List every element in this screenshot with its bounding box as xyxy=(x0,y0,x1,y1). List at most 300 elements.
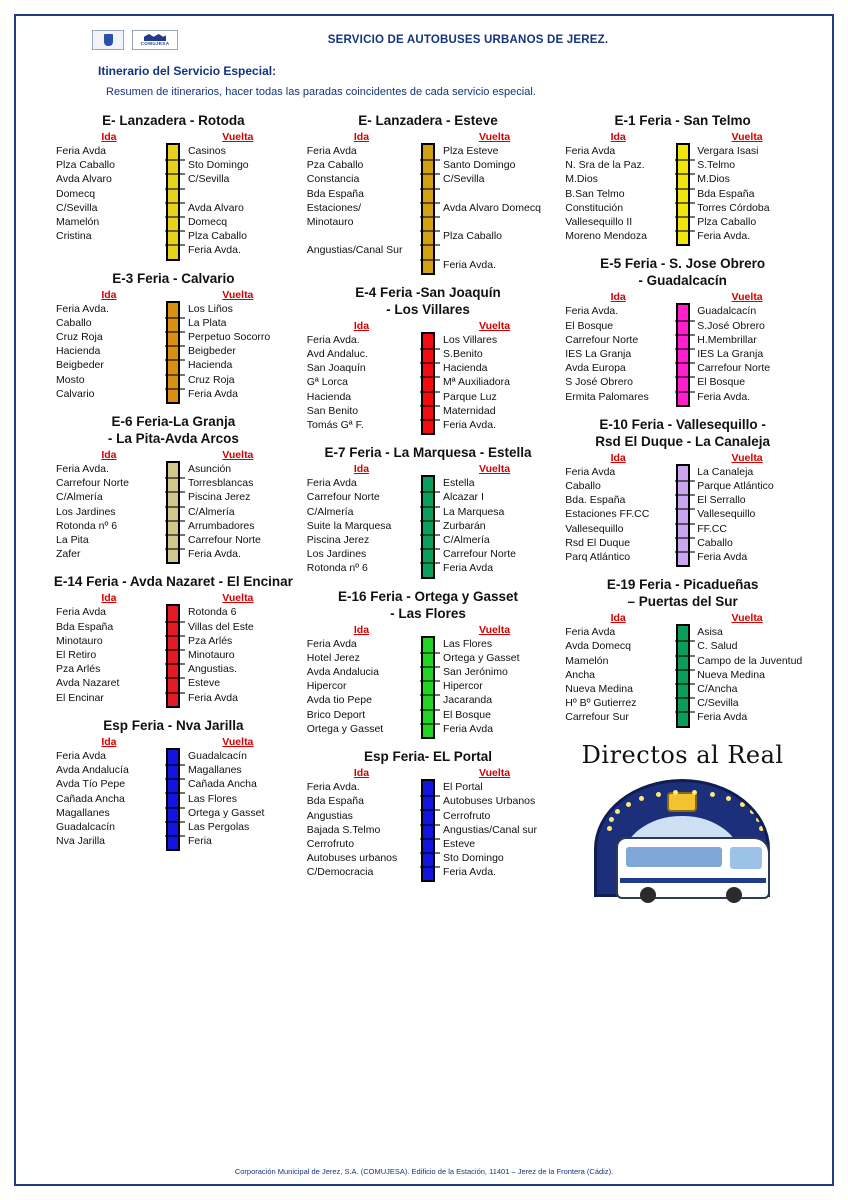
stop-item: Mª Auxiliadora xyxy=(443,376,510,389)
route-line-graphic xyxy=(165,604,181,707)
route-block xyxy=(299,284,557,432)
route-title: E-3 Feria - Calvario xyxy=(112,270,235,286)
stop-item: Feria Avda. xyxy=(443,866,496,879)
stop-item: C/Almería xyxy=(187,505,235,518)
route-title: Esp Feria - Nva Jarilla xyxy=(103,717,244,733)
header-ida: Ida xyxy=(353,463,370,476)
route-line-graphic xyxy=(675,624,691,727)
header-vuelta: Vuelta xyxy=(479,463,511,476)
stop-item: Plza Caballo xyxy=(56,159,115,172)
stop-item: El Portal xyxy=(443,781,483,794)
stop-item: Carrefour Norte xyxy=(565,333,639,346)
stop-item: Campo de la Juventud xyxy=(697,654,803,667)
header-vuelta: Vuelta xyxy=(479,131,511,143)
direction-headers xyxy=(48,131,299,143)
route-line-graphic xyxy=(165,748,181,851)
stop-item: Caballo xyxy=(565,480,601,493)
stop-item: Hacienda xyxy=(443,362,488,375)
stop-item: Parque Atlántico xyxy=(697,480,774,493)
stop-item: IES La Granja xyxy=(565,348,632,361)
stop-item: Feria Avda. xyxy=(697,390,751,403)
stop-item: Feria Avda xyxy=(306,477,357,490)
stop-item: Avda Domecq xyxy=(565,640,632,653)
stop-item: El Serrallo xyxy=(697,494,746,507)
stop-item: Feria Avda xyxy=(697,711,748,724)
header-vuelta: Vuelta xyxy=(479,319,511,332)
stop-item: Avda Andalucía xyxy=(56,764,129,777)
stop-item: S.Benito xyxy=(443,348,483,361)
stop-item: Cristina xyxy=(56,230,92,243)
stop-item: Moreno Mendoza xyxy=(565,230,647,243)
stop-item: Estella xyxy=(443,477,475,490)
stop-item: Plza Caballo xyxy=(187,230,247,243)
route-line-graphic xyxy=(165,461,181,564)
stop-item: Esteve xyxy=(187,677,221,690)
stops-vuelta xyxy=(172,302,295,401)
stops-vuelta xyxy=(681,465,804,564)
stop-item: Hipercor xyxy=(306,680,347,693)
stop-item: Plza Caballo xyxy=(697,216,757,229)
stop-item: San Joaquín xyxy=(306,362,366,375)
direction-headers xyxy=(557,131,808,143)
stop-item: Vallesequillo II xyxy=(565,216,633,229)
stops-ida xyxy=(52,302,163,401)
route-line-graphic xyxy=(675,303,691,406)
stop-item: Asunción xyxy=(187,463,232,476)
stop-item: Los Jardines xyxy=(56,505,116,518)
stop-item: Beigbeder xyxy=(187,345,236,358)
stop-item: C/Sevilla xyxy=(56,201,98,214)
header-vuelta: Vuelta xyxy=(731,131,763,143)
stops-ida xyxy=(52,144,163,258)
stops-lists xyxy=(48,748,299,848)
stop-item: Feria xyxy=(187,835,212,848)
direction-headers xyxy=(48,736,299,748)
stop-item: Minotauro xyxy=(306,216,354,229)
route-block xyxy=(48,112,299,258)
stop-item: Piscina Jerez xyxy=(306,534,370,547)
direction-headers xyxy=(557,612,808,624)
stop-item: C. Salud xyxy=(697,640,738,653)
stop-item: Feria Avda. xyxy=(306,333,360,346)
header-ida: Ida xyxy=(353,131,370,143)
stop-item: C/Sevilla xyxy=(187,173,230,186)
jerez-shield-icon xyxy=(92,30,124,50)
stop-item: Sto Domingo xyxy=(187,159,249,172)
stop-item: Los Jardines xyxy=(306,548,367,561)
stops-lists xyxy=(48,604,299,704)
direction-headers xyxy=(48,289,299,301)
stop-item: Feria Avda xyxy=(56,749,107,762)
stop-item: Las Flores xyxy=(187,792,237,805)
stop-item: Ortega y Gasset xyxy=(306,722,384,735)
stops-vuelta xyxy=(681,144,804,243)
stop-item: Tomás Gª F. xyxy=(306,419,364,432)
stop-item: FF.CC xyxy=(697,522,727,535)
header-vuelta: Vuelta xyxy=(222,735,254,748)
subtitle-note: Resumen de itinerarios, hacer todas las paradas coincidentes de cada servicio especial. xyxy=(106,86,536,98)
stop-item: El Bosque xyxy=(697,376,746,389)
stop-item: Magallanes xyxy=(187,764,242,777)
stop-item: Feria Avda xyxy=(443,562,494,575)
stop-item: Domecq xyxy=(56,187,96,200)
stop-item: Avda Alvaro Domecq xyxy=(443,201,541,214)
header-ida: Ida xyxy=(353,319,370,332)
stop-item: Torresblancas xyxy=(187,477,254,490)
stop-item: S José Obrero xyxy=(565,376,633,389)
route-line-graphic xyxy=(420,779,436,882)
stop-item: La Pita xyxy=(56,534,89,547)
stops-ida xyxy=(303,476,417,575)
stop-item: Avda tio Pepe xyxy=(306,694,372,707)
stop-item: S.Telmo xyxy=(697,159,736,172)
header-vuelta: Vuelta xyxy=(222,592,254,605)
stop-item: Vallesequillo xyxy=(565,522,624,535)
route-line-graphic xyxy=(675,143,691,246)
direction-headers xyxy=(299,624,557,636)
stop-item: Parque Luz xyxy=(443,390,497,403)
header-ida: Ida xyxy=(101,288,117,301)
stops-ida xyxy=(303,333,417,432)
stop-item: Guadalcacín xyxy=(697,305,757,318)
stop-item: Calvario xyxy=(56,387,95,400)
stops-vuelta xyxy=(427,144,553,272)
stop-item: Feria Avda xyxy=(565,145,616,157)
stop-item: Feria Avda. xyxy=(306,781,360,794)
stop-item xyxy=(443,187,553,201)
route-line-graphic xyxy=(165,143,181,261)
route-title: E-14 Feria - Avda Nazaret - El Encinar xyxy=(53,574,293,590)
route-title: E-6 Feria-La Granja - La Pita-Avda Arcos xyxy=(107,414,239,447)
route-block xyxy=(557,255,808,403)
header-ida: Ida xyxy=(353,767,370,780)
header-vuelta: Vuelta xyxy=(731,451,763,464)
stop-item: Bajada S.Telmo xyxy=(306,823,381,836)
route-block xyxy=(48,270,299,401)
stops-ida xyxy=(561,144,672,243)
stop-item: Domecq xyxy=(187,216,228,229)
stop-item: Hacienda xyxy=(187,359,233,372)
stop-item: M.Dios xyxy=(697,173,730,186)
stop-item: Constitución xyxy=(565,201,624,214)
stops-ida xyxy=(303,637,417,736)
stops-vuelta xyxy=(681,304,804,403)
stop-item: Avda Andalucia xyxy=(306,666,379,679)
stops-ida xyxy=(561,625,672,724)
stop-item: Pza Arlés xyxy=(56,663,101,676)
stop-item: Feria Avda xyxy=(56,145,107,157)
stops-lists xyxy=(299,779,557,879)
stop-item: Avda Tío Pepe xyxy=(56,778,126,791)
header-ida: Ida xyxy=(610,131,626,143)
stop-item: Feria Avda xyxy=(306,145,357,157)
stop-item xyxy=(443,243,553,257)
stop-item: Bda España xyxy=(697,187,755,200)
stop-item: Brico Deport xyxy=(306,708,366,721)
stop-item: Zurbarán xyxy=(443,519,486,532)
stop-item: Vallesequillo xyxy=(697,508,756,521)
comujesa-logo-icon xyxy=(132,30,178,50)
stop-item: Ancha xyxy=(565,668,596,681)
stop-item: Caballo xyxy=(697,536,733,549)
subtitle: Itinerario del Servicio Especial: xyxy=(98,64,277,78)
stops-ida xyxy=(561,465,672,564)
directos-al-real xyxy=(557,741,808,905)
route-title: E-4 Feria -San Joaquín - Los Villares xyxy=(355,284,501,317)
stop-item: Carrefour Norte xyxy=(56,477,129,490)
stop-item: Pza Arlés xyxy=(187,634,233,647)
stop-item: Feria Avda. xyxy=(443,258,496,271)
stop-item: El Bosque xyxy=(443,708,491,721)
stop-item: La Canaleja xyxy=(697,465,754,478)
stop-item: Las Flores xyxy=(443,637,493,650)
stop-item: Feria Avda xyxy=(187,691,238,704)
stop-item: Torres Córdoba xyxy=(697,201,770,214)
route-block xyxy=(299,444,557,575)
header-vuelta: Vuelta xyxy=(222,449,254,462)
stop-item: Feria Avda xyxy=(565,465,616,478)
direction-headers xyxy=(48,592,299,604)
stop-item: Hacienda xyxy=(56,345,101,358)
stop-item: Feria Avda xyxy=(697,551,748,564)
stop-item: Los Villares xyxy=(443,333,498,346)
header-vuelta: Vuelta xyxy=(222,288,254,301)
route-line-graphic xyxy=(420,475,436,578)
stops-ida xyxy=(303,780,417,879)
direction-headers xyxy=(299,463,557,475)
stop-item: Piscina Jerez xyxy=(187,491,251,504)
header-vuelta: Vuelta xyxy=(731,612,763,625)
stop-item: Bda España xyxy=(56,620,114,633)
header-ida: Ida xyxy=(101,131,117,143)
stop-item: Carrefour Norte xyxy=(697,362,771,375)
route-block xyxy=(299,112,557,272)
logo-group xyxy=(92,30,178,50)
header-ida: Ida xyxy=(610,612,626,625)
route-title: E-10 Feria - Vallesequillo - Rsd El Duque - La Canaleja xyxy=(595,416,771,449)
route-line-graphic xyxy=(420,636,436,739)
stop-item: Alcazar I xyxy=(443,491,484,504)
stop-item: Sto Domingo xyxy=(443,852,504,865)
stop-item: Bda España xyxy=(306,795,364,808)
column-2 xyxy=(299,112,557,892)
stops-lists xyxy=(557,303,808,403)
stop-item: Hipercor xyxy=(443,680,483,693)
stop-item: Ermita Palomares xyxy=(565,390,649,403)
stop-item xyxy=(188,187,295,201)
stop-item: Guadalcacín xyxy=(187,749,247,762)
stop-item: Mamelón xyxy=(56,216,100,229)
stop-item: Villas del Este xyxy=(187,620,254,633)
route-title: E-19 Feria - Picadueñas – Puertas del Sur xyxy=(606,577,759,610)
stop-item: Beigbeder xyxy=(56,359,104,372)
stop-item: Avda Alvaro xyxy=(187,201,244,214)
stop-item: Cerrofruto xyxy=(443,809,491,822)
stops-lists xyxy=(299,475,557,575)
stop-item xyxy=(443,215,553,229)
route-title: E- Lanzadera - Esteve xyxy=(358,113,498,128)
stop-item: Carrefour Sur xyxy=(565,711,629,724)
stops-ida xyxy=(52,749,163,848)
header-vuelta: Vuelta xyxy=(222,131,254,143)
stop-item: Nueva Medina xyxy=(565,683,633,696)
stop-item: Feria Avda xyxy=(187,387,238,400)
stop-item: Carrefour Norte xyxy=(187,534,261,547)
stop-item: Carrefour Norte xyxy=(306,491,380,504)
stops-vuelta xyxy=(172,749,295,848)
route-line-graphic xyxy=(165,301,181,404)
stop-item: Esteve xyxy=(443,837,476,850)
direction-headers xyxy=(299,131,557,143)
stop-item: Autobuses urbanos xyxy=(306,852,398,865)
stop-item: Feria Avda. xyxy=(187,548,241,561)
route-block xyxy=(299,588,557,736)
stop-item xyxy=(307,229,417,243)
stops-ida xyxy=(52,605,163,704)
header-ida: Ida xyxy=(610,451,626,464)
column-3 xyxy=(557,112,808,905)
route-line-graphic xyxy=(420,143,436,275)
stops-lists xyxy=(48,301,299,401)
stop-item: Zafer xyxy=(56,548,81,561)
stops-vuelta xyxy=(427,476,553,575)
route-block xyxy=(557,576,808,724)
header-vuelta: Vuelta xyxy=(731,291,763,304)
stop-item: C/Almería xyxy=(306,505,354,518)
directos-label: Directos al Real xyxy=(581,740,784,769)
route-block xyxy=(48,413,299,561)
stop-item: Las Pergolas xyxy=(187,820,250,833)
stop-item: Arrumbadores xyxy=(187,519,255,532)
stop-item: Nva Jarilla xyxy=(56,835,106,848)
header-vuelta: Vuelta xyxy=(479,767,511,780)
stop-item: Hotel Jerez xyxy=(306,651,360,664)
stop-item: Avda Alvaro xyxy=(56,173,112,186)
stop-item: La Plata xyxy=(187,316,227,329)
stop-item: IES La Granja xyxy=(697,348,764,361)
stops-lists xyxy=(299,636,557,736)
stops-vuelta xyxy=(427,780,553,879)
stop-item: Plza Caballo xyxy=(443,230,502,243)
stop-item: Angustias/Canal Sur xyxy=(306,244,403,257)
stop-item: M.Dios xyxy=(565,173,598,186)
routes-columns xyxy=(40,112,808,905)
stop-item: El Encinar xyxy=(56,691,104,704)
header-ida: Ida xyxy=(610,291,626,304)
stop-item: C/Sevilla xyxy=(443,173,485,186)
stop-item: Mamelón xyxy=(565,654,609,667)
stop-item: Feria Avda. xyxy=(697,230,751,243)
stops-ida xyxy=(561,304,672,403)
stop-item: Nueva Medina xyxy=(697,668,765,681)
stop-item: Bda España xyxy=(306,187,364,200)
direction-headers xyxy=(48,449,299,461)
stop-item: Constancia xyxy=(306,173,360,186)
stop-item: Rotonda nº 6 xyxy=(56,519,118,532)
feria-arch-illustration xyxy=(578,773,788,905)
stop-item: Angustias xyxy=(306,809,353,822)
route-block xyxy=(48,717,299,848)
stop-item: Cañada Ancha xyxy=(187,778,257,791)
stop-item: N. Sra de la Paz. xyxy=(565,159,645,172)
stop-item: Gª Lorca xyxy=(306,376,349,389)
route-block xyxy=(557,416,808,564)
stop-item: Rsd El Duque xyxy=(565,536,631,549)
document-footer: Corporación Municipal de Jerez, S.A. (COMUJESA). Edificio de la Estación, 11401 – Jerez de la Frontera (Cádiz). xyxy=(234,1167,614,1176)
header-ida: Ida xyxy=(101,735,117,748)
stop-item: La Marquesa xyxy=(443,505,505,518)
stop-item: C/Almería xyxy=(443,534,490,547)
stop-item: El Retiro xyxy=(56,649,97,662)
stops-lists xyxy=(48,461,299,561)
route-title: E-7 Feria - La Marquesa - Estella xyxy=(324,445,532,461)
stops-ida xyxy=(52,462,163,561)
stop-item: Feria Avda. xyxy=(565,305,619,318)
route-title: E- Lanzadera - Rotoda xyxy=(102,113,245,128)
direction-headers xyxy=(557,452,808,464)
stop-item: Rotonda nº 6 xyxy=(306,562,368,575)
stop-item: Estaciones/ xyxy=(306,201,362,214)
stop-item: S.José Obrero xyxy=(697,319,765,332)
stop-item: Perpetuo Socorro xyxy=(187,331,271,344)
stop-item: Los Liños xyxy=(187,302,233,315)
stop-item: Avda Nazaret xyxy=(56,677,120,690)
stop-item: Minotauro xyxy=(187,649,235,662)
stop-item: C/Almería xyxy=(56,491,103,504)
stop-item: Minotauro xyxy=(56,634,103,647)
direction-headers xyxy=(557,291,808,303)
route-block xyxy=(48,573,299,704)
stop-item: Estaciones FF.CC xyxy=(565,508,650,521)
stops-lists xyxy=(48,143,299,258)
route-line-graphic xyxy=(675,464,691,567)
header-ida: Ida xyxy=(101,449,117,462)
stop-item: Plza Esteve xyxy=(443,145,499,157)
direction-headers xyxy=(299,767,557,779)
stop-item: Feria Avda. xyxy=(187,244,241,257)
document-header xyxy=(40,24,808,52)
stop-item: Feria Avda. xyxy=(56,463,109,476)
stop-item: Bda. España xyxy=(565,494,626,507)
stop-item: Mosto xyxy=(56,373,85,386)
stop-item: Magallanes xyxy=(56,806,110,819)
stop-item: Angustias/Canal sur xyxy=(443,823,538,836)
stop-item: El Bosque xyxy=(565,319,614,332)
stop-item: Carrefour Norte xyxy=(443,548,516,561)
stop-item: Cruz Roja xyxy=(56,331,103,344)
stop-item: Pza Caballo xyxy=(306,159,364,172)
stop-item: Suite la Marquesa xyxy=(306,519,392,532)
stop-item: Guadalcacín xyxy=(56,820,115,833)
stop-item: Ortega y Gasset xyxy=(443,651,520,664)
route-block xyxy=(299,748,557,879)
stop-item: Vergara Isasi xyxy=(697,145,759,157)
stop-item: C/Ancha xyxy=(697,683,738,696)
stops-lists xyxy=(299,143,557,272)
column-1 xyxy=(40,112,299,860)
stop-item: Maternidad xyxy=(443,404,496,417)
page-content xyxy=(14,14,834,905)
stop-item: Cañada Ancha xyxy=(56,792,125,805)
stop-item: Feria Avda. xyxy=(56,302,109,315)
stop-item: Feria Avda xyxy=(306,637,357,650)
stop-item: Santo Domingo xyxy=(443,159,516,172)
stops-lists xyxy=(299,332,557,432)
stop-item: Parq Atlántico xyxy=(565,551,631,564)
stop-item: San Jerónimo xyxy=(443,666,508,679)
stop-item: Hacienda xyxy=(306,390,352,403)
stop-item: Caballo xyxy=(56,316,92,329)
